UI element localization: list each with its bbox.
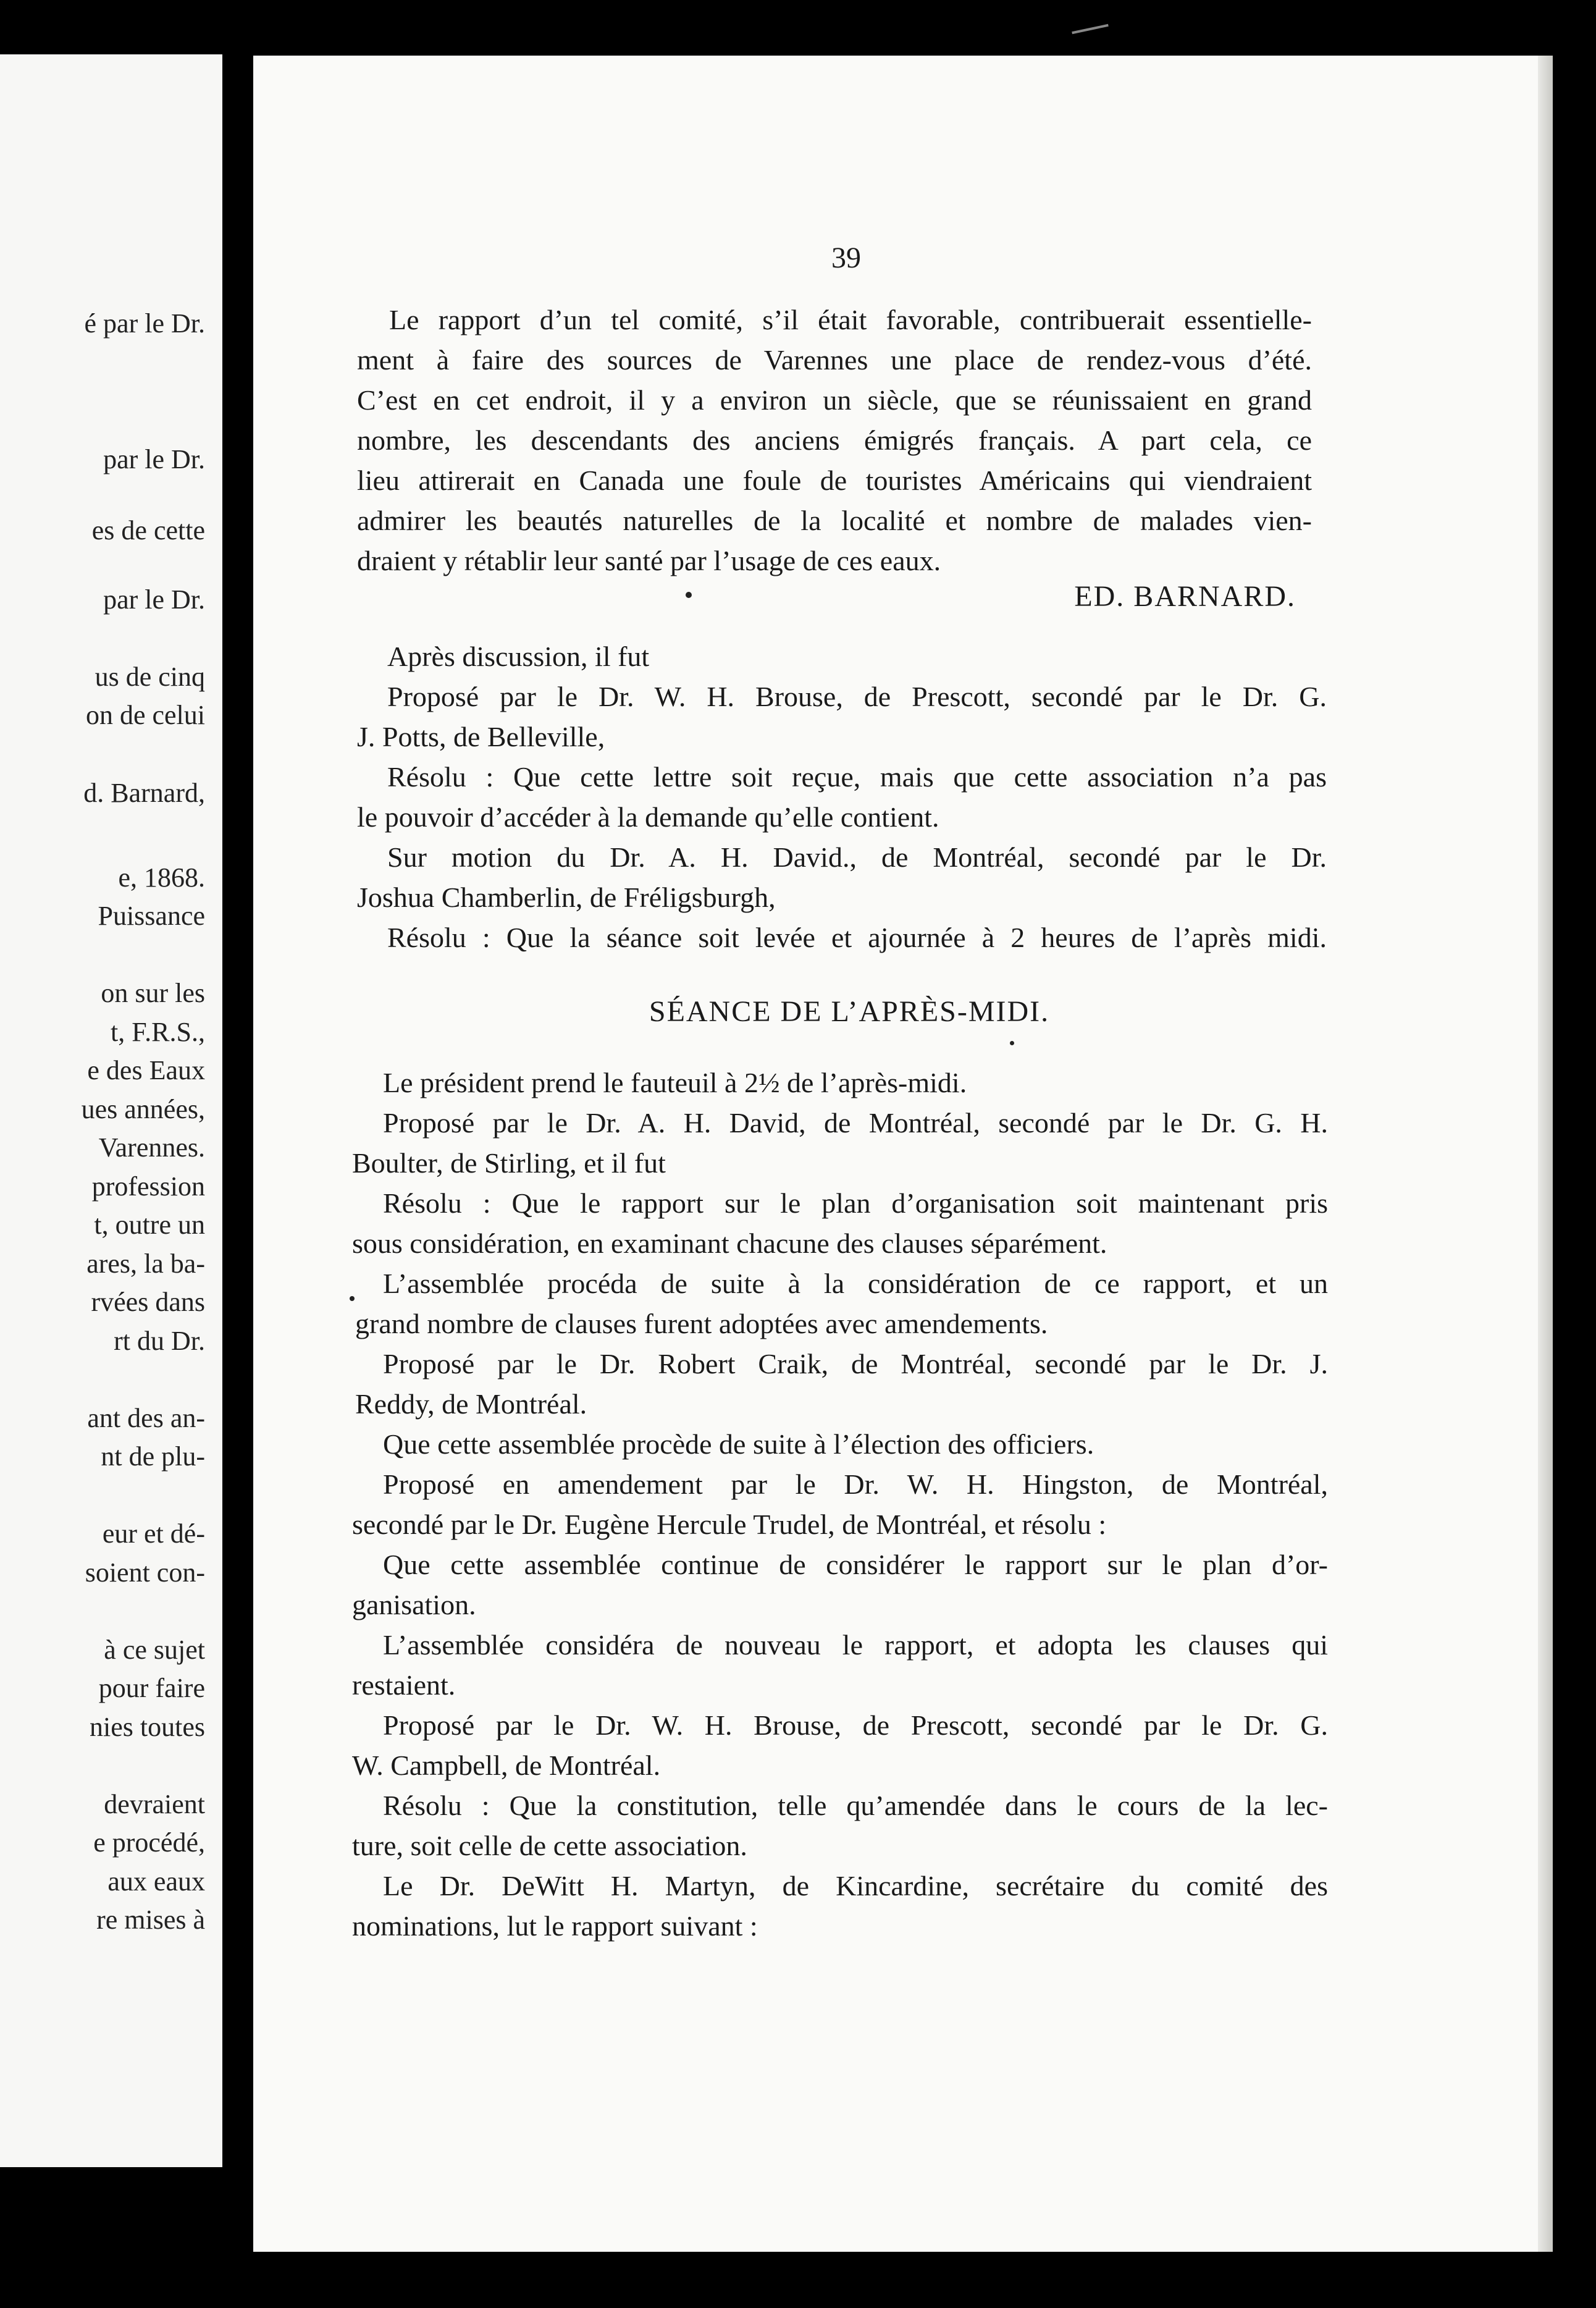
page-edge [1538,56,1553,2252]
left-page-line: on de celui [85,700,205,730]
left-page-line: ues années, [81,1094,205,1124]
left-page [0,54,222,2167]
text-line: sous considération, en examinant chacune des clauses séparément. [352,1228,1107,1259]
text-line: C’est en cet endroit, il y a environ un siècle, que se réunissaient en grand [357,384,1312,416]
left-page-line: rt du Dr. [114,1326,205,1356]
text-line: Le Dr. DeWitt H. Martyn, de Kincardine, secrétaire du comité des [383,1870,1328,1902]
left-page-line: t, F.R.S., [111,1017,205,1047]
left-page-line: ant des an- [87,1403,205,1433]
text-line: Boulter, de Stirling, et il fut [352,1147,666,1179]
text-line: Après discussion, il fut [387,641,650,672]
text-line: Que cette assemblée procède de suite à l’élection des officiers. [383,1428,1094,1460]
left-page-line: pour faire [98,1673,205,1703]
left-page-line: us de cinq [94,662,205,692]
left-page-line: e, 1868. [118,862,205,893]
text-line: Sur motion du Dr. A. H. David., de Montréal, secondé par le Dr. [387,841,1327,873]
left-page-line: nies toutes [90,1712,205,1742]
left-page-line: Varennes. [98,1132,205,1163]
left-page-line: ares, la ba- [86,1249,205,1279]
text-line: nombre, les descendants des anciens émigrés français. A part cela, ce [357,424,1312,456]
left-page-line: par le Dr. [103,444,205,474]
text-line: Joshua Chamberlin, de Fréligsburgh, [357,882,776,913]
text-line: Le rapport d’un tel comité, s’il était favorable, contribuerait essentielle- [389,304,1312,335]
text-line: restaient. [352,1669,456,1701]
left-page-line: par le Dr. [103,584,205,615]
text-line: Proposé en amendement par le Dr. W. H. Hingston, de Montréal, [383,1468,1328,1500]
text-line: le pouvoir d’accéder à la demande qu’elle contient. [357,801,939,833]
text-line: nominations, lut le rapport suivant : [352,1910,758,1942]
left-page-line: é par le Dr. [84,308,205,339]
left-page-line: soient con- [85,1557,205,1588]
text-line: Résolu : Que la séance soit levée et ajournée à 2 heures de l’après midi. [387,922,1327,953]
scan-mark [1072,24,1109,34]
left-page-line: devraient [104,1789,205,1819]
page-number: 39 [831,242,861,274]
left-page-line: on sur les [101,978,205,1008]
text-line: Que cette assemblée continue de considérer le rapport sur le plan d’or- [383,1549,1328,1580]
text-line: grand nombre de clauses furent adoptées avec amendements. [355,1308,1048,1339]
text-line: Proposé par le Dr. W. H. Brouse, de Prescott, secondé par le Dr. G. [387,681,1327,712]
text-line: Le président prend le fauteuil à 2½ de l’après-midi. [383,1067,967,1098]
section-heading: SÉANCE DE L’APRÈS-MIDI. [649,995,1050,1028]
left-page-line: rvées dans [91,1287,205,1317]
text-line: L’assemblée procéda de suite à la considération de ce rapport, et un [383,1268,1328,1299]
left-page-line: t, outre un [94,1210,205,1240]
text-line: ture, soit celle de cette association. [352,1830,747,1861]
ink-dot [350,1296,355,1301]
text-line: Résolu : Que le rapport sur le plan d’organisation soit maintenant pris [383,1187,1328,1219]
left-page-line: à ce sujet [104,1635,205,1665]
left-page-line: aux eaux [107,1866,205,1897]
left-page-line: e procédé, [93,1827,205,1858]
left-page-line: d. Barnard, [83,778,205,808]
text-line: Reddy, de Montréal. [355,1388,587,1420]
text-line: J. Potts, de Belleville, [357,721,605,752]
text-line: Résolu : Que la constitution, telle qu’amendée dans le cours de la lec- [383,1790,1328,1821]
text-line: ment à faire des sources de Varennes une place de rendez-vous d’été. [357,344,1312,376]
ink-dot [686,592,692,598]
text-line: W. Campbell, de Montréal. [352,1750,661,1781]
signature: ED. BARNARD. [1074,580,1296,613]
left-page-line: profession [91,1171,205,1202]
text-line: Résolu : Que cette lettre soit reçue, mais que cette association n’a pas [387,761,1327,793]
left-page-line: nt de plu- [101,1441,205,1472]
text-line: Proposé par le Dr. A. H. David, de Montréal, secondé par le Dr. G. H. [383,1107,1328,1139]
left-page-line: Puissance [98,901,205,931]
text-line: admirer les beautés naturelles de la localité et nombre de malades vien- [357,505,1312,536]
text-line: Proposé par le Dr. W. H. Brouse, de Prescott, secondé par le Dr. G. [383,1709,1328,1741]
text-line: draient y rétablir leur santé par l’usage de ces eaux. [357,545,941,576]
left-page-line: es de cette [91,515,205,545]
book-gutter [222,37,253,2236]
left-page-line: re mises à [96,1905,205,1935]
text-line: L’assemblée considéra de nouveau le rapport, et adopta les clauses qui [383,1629,1328,1661]
text-line: ganisation. [352,1589,476,1620]
left-page-line: e des Eaux [87,1055,205,1085]
text-line: secondé par le Dr. Eugène Hercule Trudel, de Montréal, et résolu : [352,1509,1107,1540]
text-line: lieu attirerait en Canada une foule de touristes Américains qui viendraient [357,465,1312,496]
text-line: Proposé par le Dr. Robert Craik, de Montréal, secondé par le Dr. J. [383,1348,1328,1379]
ink-dot [1010,1041,1014,1045]
left-page-line: eur et dé- [102,1518,205,1549]
